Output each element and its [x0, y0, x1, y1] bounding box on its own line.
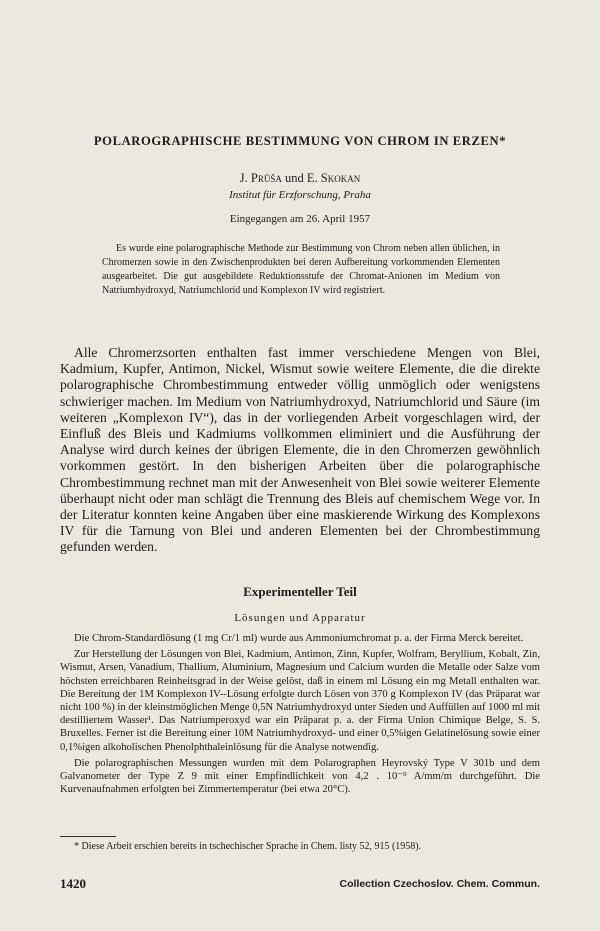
- author-2-initial: E.: [306, 171, 318, 185]
- abstract: Es wurde eine polarographische Methode zur Bestimmung von Chrom neben allen üblichen, in Chromerzen sowie in den Zwischenprodukten bei deren Aufbereitung vorkommenden Elementen ausgearbeitet. Die gut ausgebildete Reduktionsstufe der Chromat-Anionen im Medium von Natriumhydroxyd, Natriumchlorid und Komplexon IV wird registriert.: [102, 243, 500, 297]
- page-number: 1420: [60, 876, 86, 891]
- author-1-name: Průša: [250, 171, 282, 185]
- body-paragraph: Die polarographischen Messungen wurden mit dem Polarographen Heyrovský Type V 301b und dem Galvanometer der Type Z 9 mit einer Empfindlichkeit von 4,2 . 10⁻⁹ A/mm/m durchgeführt. Die Kurvenaufnahmen erfolgten bei Zimmertemperatur (bei etwa 20°C).: [60, 757, 540, 796]
- body-paragraph: Die Chrom-Standardlösung (1 mg Cr/1 ml) wurde aus Ammoniumchromat p. a. der Firma Merck bereitet.: [74, 633, 524, 644]
- institution: Institut für Erzforschung, Praha: [229, 189, 371, 201]
- introduction-paragraph: Alle Chromerzsorten enthalten fast immer verschiedene Mengen von Blei, Kadmium, Kupfer, Antimon, Nickel, Wismut sowie weitere Elemente, die die direkte polarographische Chrombestimmung entweder völlig unmöglich oder wenigstens schwieriger machen. Im Medium von Natriumhydroxyd, Natriumchlorid und Säure (im weiteren „Komplexon IV“), das in der vorliegenden Arbeit vorgeschlagen wird, der Einfluß des Bleis und Kadmiums vollkommen eliminiert und die Ausführung der Analyse wird durch keines der übrigen Elemente, die in den Chromerzen gewöhnlich vorkommen gestört. In den bisherigen Arbeiten über die polarographische Chrombestimmung rechnet man mit der Anwesenheit von Blei sowie weiterer Elemente überhaupt nicht oder man schlägt die Trennung des Bleis auf chemischem Wege vor. In der Literatur konnten keine Angaben über eine maskierende Wirkung des Komplexons IV für die Tarnung von Blei und anderen Elementen bei der Chrombestimmung gefunden werden.: [60, 345, 540, 555]
- author-1-initial: J.: [239, 171, 248, 185]
- author-2-name: Skokan: [320, 171, 361, 185]
- footnote-divider: [60, 836, 116, 837]
- body-text: [60, 632, 540, 799]
- subsection-heading: Lösungen und Apparatur: [234, 612, 366, 624]
- body-paragraph: Zur Herstellung der Lösungen von Blei, Kadmium, Antimon, Zinn, Kupfer, Wolfram, Beryllium, Kobalt, Zin, Wismut, Arsen, Vanadium, Thallium, Aluminium, Magnesium und Calcium wurden die Metalle oder Salze vom höchsten erreichbaren Reinheitsgrad in der Weise gelöst, daß in einem ml Lösung ein mg Metall enthalten war. Die Bereitung der 1M Komplexon IV--Lösung erfolgte durch Lösen von 370 g Komplexon IV (das Präparat war nicht 100 %) in der kleinstmöglichen Menge 0,5N Natriumhydroxyd unter Sieden und Auffüllen auf 1000 ml mit destilliertem Wasser¹. Das Natriumperoxyd war ein Präparat p. a. der Firma Union Chimique Belge, S. S. Bruxelles. Ferner ist die Bereitung einer 10M Natriumhydroxyd- und einer 0,5%igen Gelatinelösung sowie einer 0,1%igen alkoholischen Phenolphthaleinlösung für die Analyse notwendig.: [60, 649, 540, 753]
- authors-and: und: [285, 171, 304, 185]
- authors: [0, 171, 600, 186]
- received-date: Eingegangen am 26. April 1957: [229, 213, 371, 225]
- footnote: * Diese Arbeit erschien bereits in tschechischer Sprache in Chem. listy 52, 915 (1958).: [74, 841, 422, 852]
- paper-title: POLAROGRAPHISCHE BESTIMMUNG VON CHROM IN ERZEN*: [93, 134, 507, 148]
- journal-name: Collection Czechoslov. Chem. Commun.: [339, 878, 540, 890]
- section-heading: Experimenteller Teil: [243, 584, 357, 599]
